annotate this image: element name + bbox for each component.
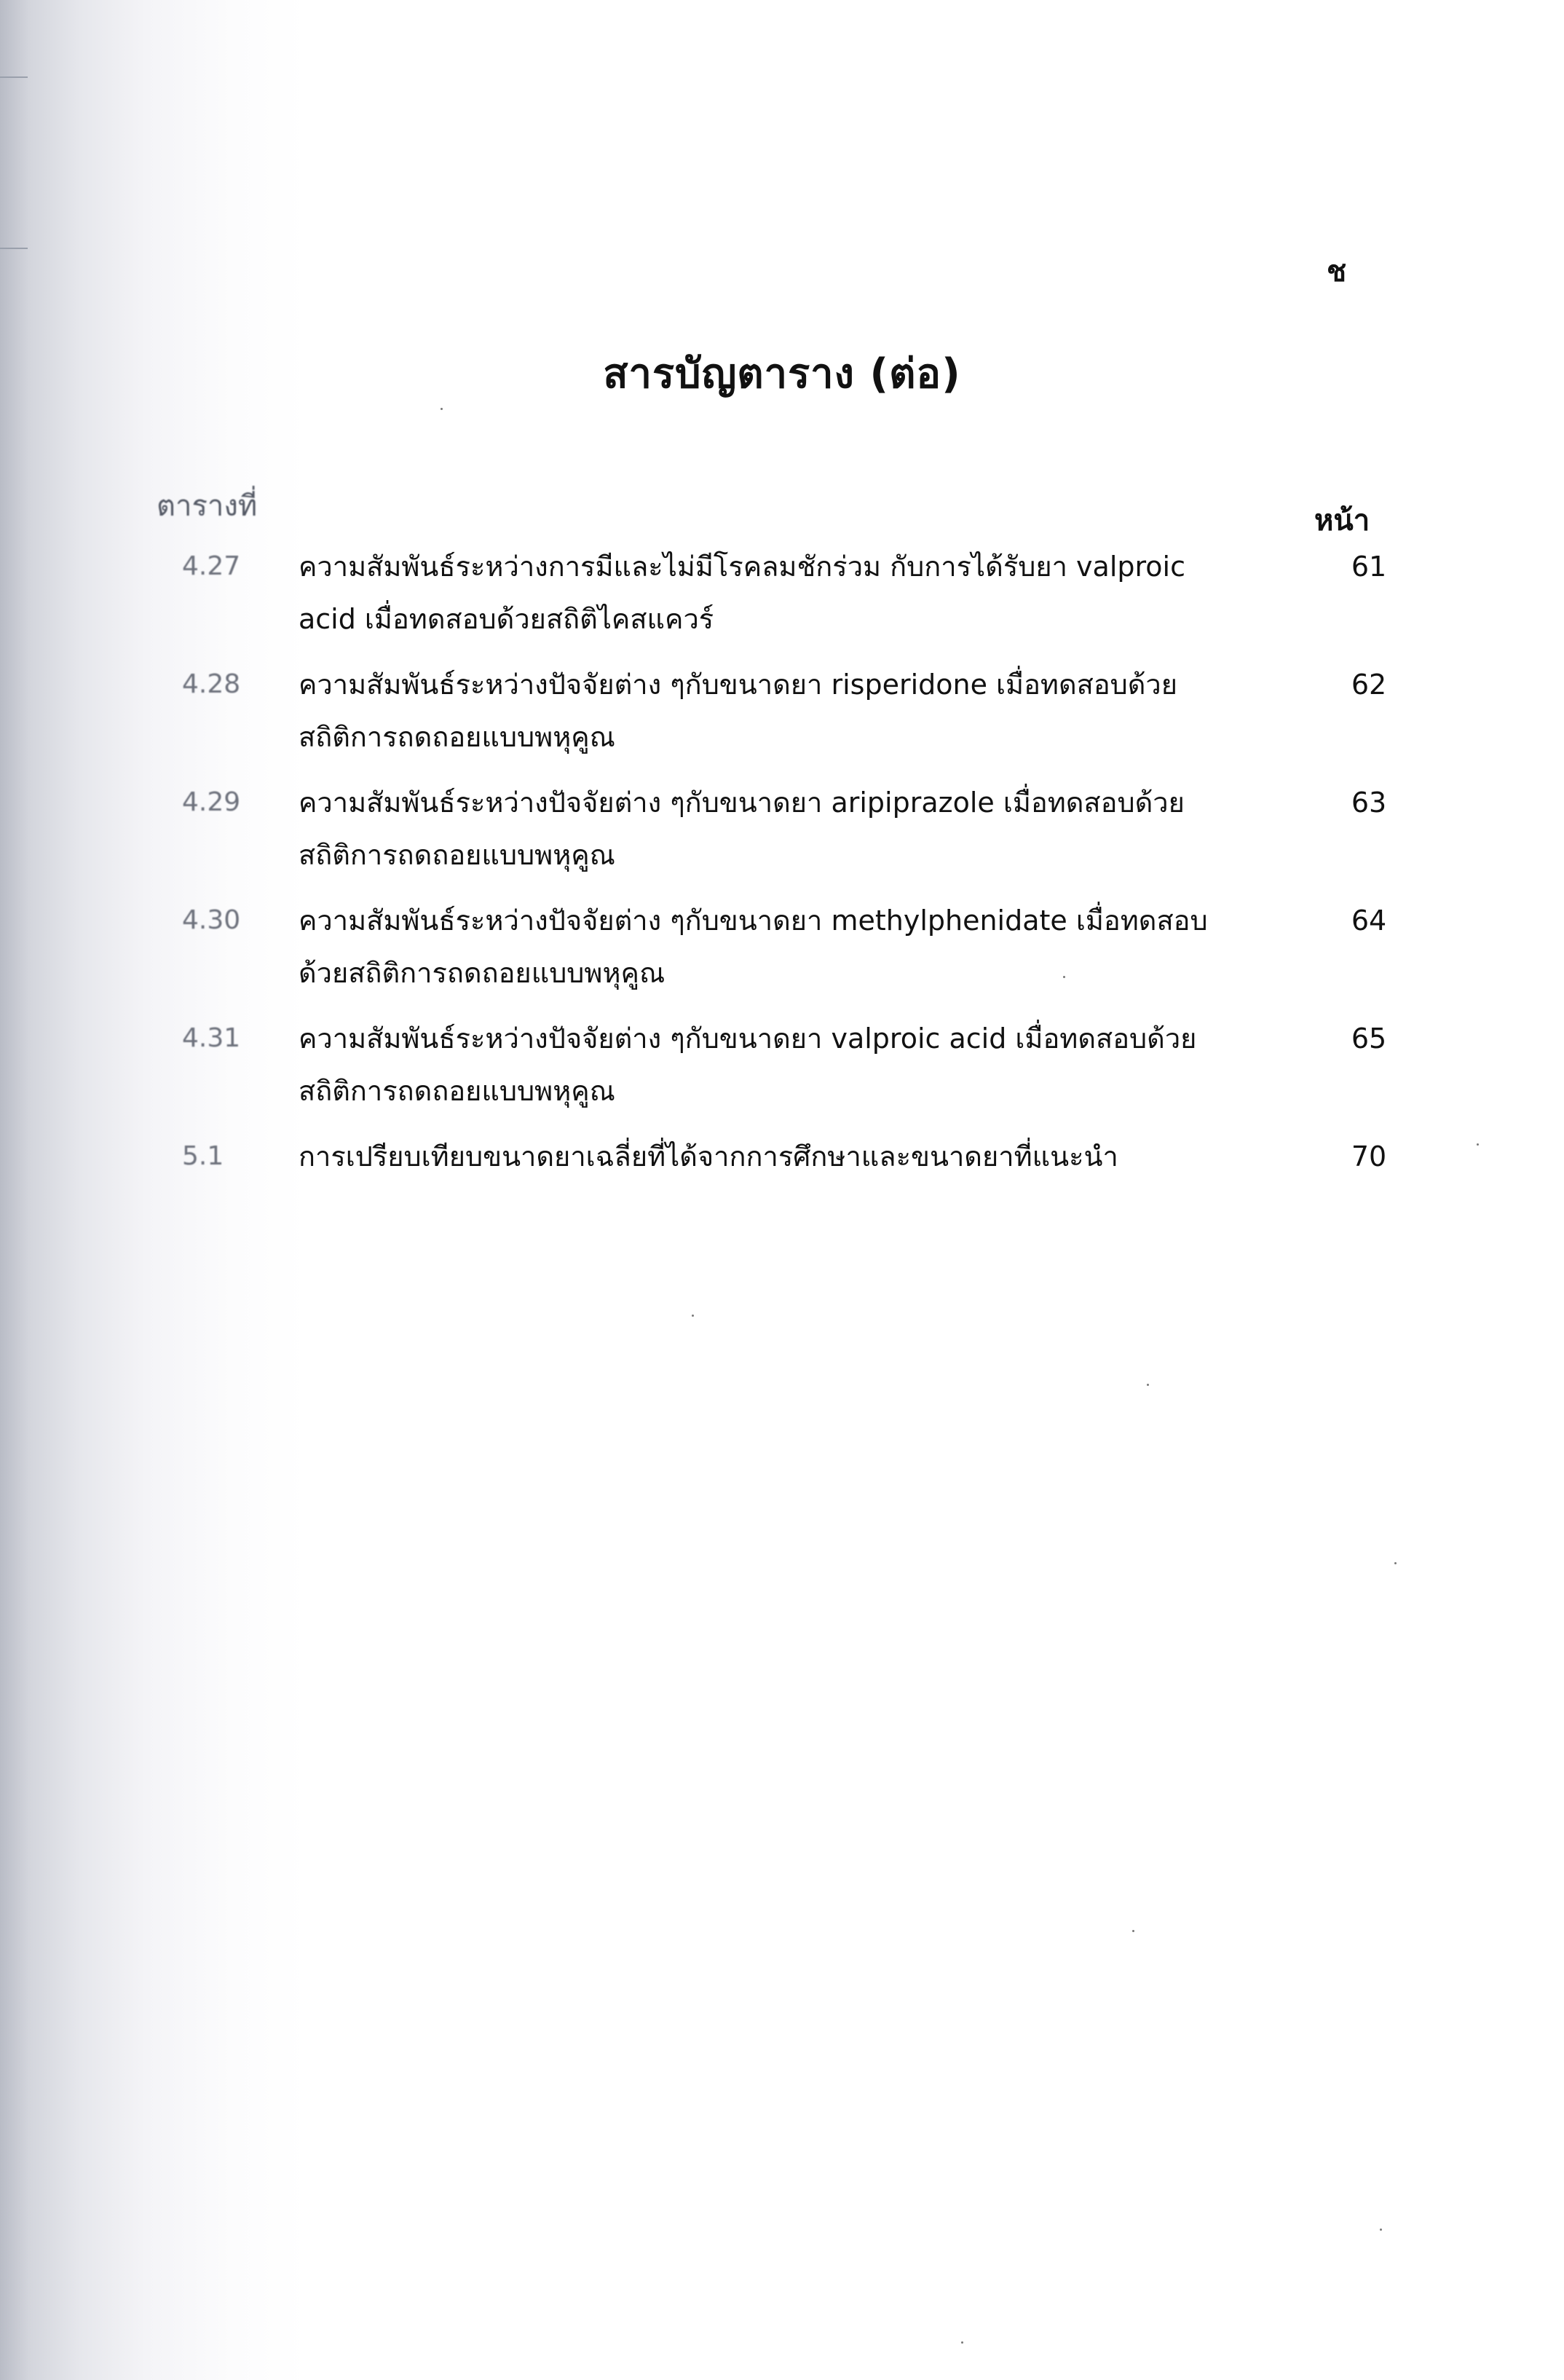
table-caption	[299, 894, 1281, 999]
list-item[interactable]	[0, 658, 1564, 763]
page-reference: 62	[1351, 669, 1387, 701]
caption-line: ความสัมพันธ์ระหว่างปัจจัยต่าง ๆกับขนาดยา risperidone เมื่อทดสอบด้วย	[299, 669, 1178, 701]
table-number: 4.29	[182, 787, 241, 817]
scan-speck	[1147, 1384, 1149, 1386]
scan-speck	[692, 1315, 694, 1317]
table-caption	[299, 1012, 1281, 1117]
table-caption	[299, 540, 1281, 645]
scan-speck	[1063, 976, 1065, 978]
page-title: สารบัญตาราง (ต่อ)	[603, 350, 961, 398]
caption-line: ความสัมพันธ์ระหว่างปัจจัยต่าง ๆกับขนาดยา aripiprazole เมื่อทดสอบด้วย	[299, 787, 1185, 819]
scan-speck	[961, 2341, 963, 2344]
table-caption	[299, 1130, 1281, 1183]
scan-speck	[1132, 1930, 1134, 1932]
scan-speck	[1380, 2229, 1382, 2231]
page-reference: 63	[1351, 787, 1387, 819]
page-number: ช	[1327, 255, 1347, 288]
page-reference: 61	[1351, 551, 1387, 583]
list-item[interactable]	[0, 1130, 1564, 1183]
table-number: 4.28	[182, 669, 241, 699]
page-column-header: หน้า	[1314, 504, 1370, 537]
page-reference: 65	[1351, 1022, 1387, 1055]
scan-speck	[1477, 1143, 1479, 1146]
caption-line: acid เมื่อทดสอบด้วยสถิติไคสแควร์	[299, 603, 714, 635]
caption-line: สถิติการถดถอยแบบพหุคูณ	[299, 839, 615, 871]
table-caption	[299, 658, 1281, 763]
list-item[interactable]	[0, 540, 1564, 645]
caption-line: สถิติการถดถอยแบบพหุคูณ	[299, 721, 615, 753]
scan-speck	[1394, 1562, 1397, 1564]
table-number: 4.31	[182, 1023, 241, 1053]
scan-edge-mark	[0, 248, 28, 249]
table-of-tables-list	[0, 540, 1564, 1196]
caption-line: ความสัมพันธ์ระหว่างปัจจัยต่าง ๆกับขนาดยา methylphenidate เมื่อทดสอบ	[299, 905, 1208, 937]
caption-line: สถิติการถดถอยแบบพหุคูณ	[299, 1075, 615, 1107]
page-reference: 64	[1351, 905, 1387, 937]
page-reference: 70	[1351, 1140, 1387, 1173]
table-number-column-header: ตารางที่	[157, 489, 258, 523]
caption-line: ความสัมพันธ์ระหว่างการมีและไม่มีโรคลมชักร่วม กับการได้รับยา valproic	[299, 551, 1185, 583]
caption-line: ด้วยสถิติการถดถอยแบบพหุคูณ	[299, 957, 666, 989]
table-caption	[299, 776, 1281, 881]
scan-speck	[441, 408, 443, 410]
caption-line: การเปรียบเทียบขนาดยาเฉลี่ยที่ได้จากการศึกษาและขนาดยาที่แนะนำ	[299, 1140, 1118, 1173]
table-number: 4.30	[182, 905, 241, 935]
table-number: 4.27	[182, 551, 241, 581]
caption-line: ความสัมพันธ์ระหว่างปัจจัยต่าง ๆกับขนาดยา valproic acid เมื่อทดสอบด้วย	[299, 1022, 1197, 1055]
list-item[interactable]	[0, 1012, 1564, 1117]
scan-edge-mark	[0, 76, 28, 78]
list-item[interactable]	[0, 894, 1564, 999]
table-number: 5.1	[182, 1141, 224, 1171]
list-item[interactable]	[0, 776, 1564, 881]
